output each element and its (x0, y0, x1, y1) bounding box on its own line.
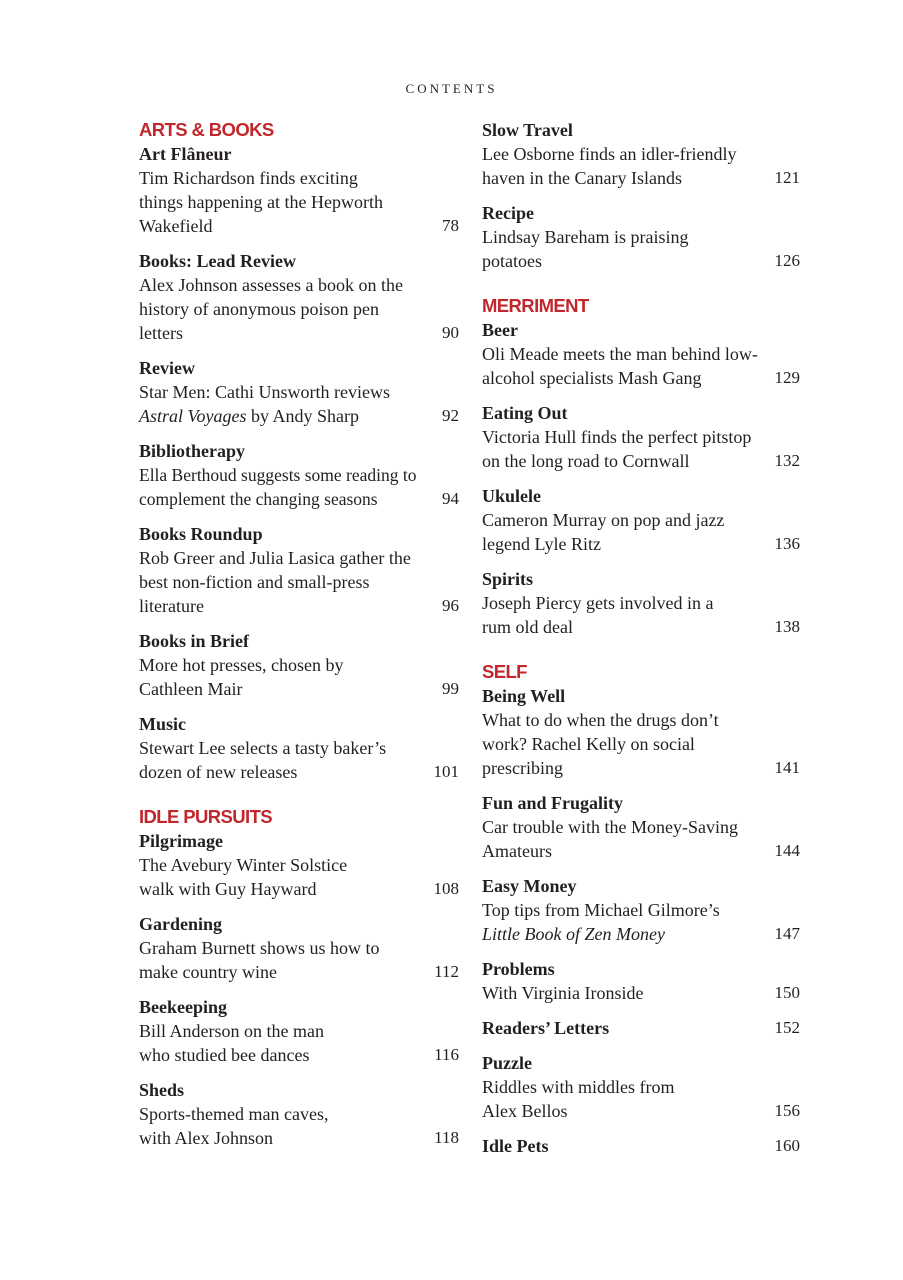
toc-entry[interactable] (139, 712, 459, 784)
entry-title: Spirits (482, 569, 534, 589)
entry-description: Rob Greer and Julia Lasica gather the best non-fiction and small-press literature (139, 548, 411, 616)
page-number: 101 (433, 762, 459, 781)
entry-description: Lindsay Bareham is praising potatoes (482, 227, 689, 271)
entry-title: Pilgrimage (139, 831, 223, 851)
entry-title: Art Flâneur (139, 144, 232, 164)
toc-entry[interactable] (482, 401, 800, 473)
book-title: Little Book of Zen Money (482, 924, 665, 944)
page-number: 132 (774, 451, 800, 470)
entry-description: Riddles with middles from Alex Bellos (482, 1077, 675, 1121)
entry-title: Sheds (139, 1080, 185, 1100)
toc-entry[interactable] (482, 791, 800, 863)
toc-entry[interactable] (139, 142, 459, 238)
entry-title: Beer (482, 320, 518, 340)
entry-description: Ella Berthoud suggests some reading to complement the changing seasons (139, 465, 417, 509)
page-number: 116 (434, 1045, 459, 1064)
toc-entry[interactable] (139, 356, 459, 428)
contents-right-column (482, 118, 800, 1169)
toc-entry[interactable] (482, 201, 800, 273)
entry-title: Eating Out (482, 403, 568, 423)
section-heading-idle-pursuits: IDLE PURSUITS (139, 806, 273, 827)
toc-entry[interactable] (482, 118, 800, 190)
page-number: 108 (433, 879, 459, 898)
entry-description: More hot presses, chosen by Cathleen Mair (139, 655, 344, 699)
entry-title: Recipe (482, 203, 534, 223)
page-number: 129 (774, 368, 800, 387)
page-number: 118 (434, 1128, 459, 1147)
page-number: 78 (442, 216, 459, 235)
entry-description: Victoria Hull finds the perfect pitstop on the long road to Cornwall (482, 427, 752, 471)
book-title: Astral Voyages (139, 406, 247, 426)
entry-title: Slow Travel (482, 120, 573, 140)
page-number: 90 (442, 323, 459, 342)
entry-description: Joseph Piercy gets involved in a rum old deal (482, 593, 714, 637)
entry-description: What to do when the drugs don’t work? Rachel Kelly on social prescribing (482, 710, 719, 778)
toc-entry[interactable] (139, 439, 459, 511)
section-heading-arts-books: ARTS & BOOKS (139, 119, 274, 140)
toc-entry[interactable] (482, 1051, 800, 1123)
entry-title: Being Well (482, 686, 566, 706)
entry-description: Star Men: Cathi Unsworth reviews Astral Voyages by Andy Sharp (139, 382, 390, 426)
toc-entry[interactable] (139, 1078, 459, 1150)
entry-title: Books Roundup (139, 524, 263, 544)
toc-entry[interactable] (482, 484, 800, 556)
toc-entry[interactable] (482, 1134, 800, 1158)
entry-description: Alex Johnson assesses a book on the history of anonymous poison pen letters (139, 275, 403, 343)
page-number: 99 (442, 679, 459, 698)
toc-entry[interactable] (482, 957, 800, 1005)
page-number: 160 (774, 1136, 800, 1155)
page-number: 147 (774, 924, 800, 943)
entry-title: Fun and Frugality (482, 793, 624, 813)
page-number: 112 (434, 962, 459, 981)
page-number: 141 (774, 758, 800, 777)
page-number: 144 (774, 841, 800, 860)
page-number: 152 (774, 1018, 800, 1037)
toc-entry[interactable] (139, 912, 459, 984)
entry-description: Tim Richardson finds exciting things happening at the Hepworth Wakefield (139, 168, 383, 236)
contents-left-column (139, 118, 459, 1161)
section-heading-merriment: MERRIMENT (482, 295, 589, 316)
entry-description: Top tips from Michael Gilmore’s Little Book of Zen Money (482, 900, 720, 944)
toc-entry[interactable] (482, 567, 800, 639)
entry-title: Beekeeping (139, 997, 227, 1017)
entry-description: Stewart Lee selects a tasty baker’s dozen of new releases (139, 738, 387, 782)
entry-title: Problems (482, 959, 555, 979)
page-number: 92 (442, 406, 459, 425)
entry-title: Bibliotherapy (139, 441, 246, 461)
entry-title: Ukulele (482, 486, 542, 506)
toc-entry[interactable] (482, 874, 800, 946)
toc-entry[interactable] (482, 684, 800, 780)
entry-title: Readers’ Letters (482, 1018, 610, 1038)
entry-title: Music (139, 714, 186, 734)
entry-description: Lee Osborne finds an idler-friendly haven in the Canary Islands (482, 144, 737, 188)
entry-title: Review (139, 358, 195, 378)
section-heading-self: SELF (482, 661, 527, 682)
toc-entry[interactable] (139, 522, 459, 618)
page-number: 136 (774, 534, 800, 553)
entry-title: Books: Lead Review (139, 251, 296, 271)
page-number: 150 (774, 983, 800, 1002)
page-number: 156 (774, 1101, 800, 1120)
toc-entry[interactable] (139, 629, 459, 701)
entry-description: The Avebury Winter Solstice walk with Guy Hayward (139, 855, 348, 899)
entry-description: Sports-themed man caves, with Alex Johnson (139, 1104, 329, 1148)
toc-entry[interactable] (139, 829, 459, 901)
toc-entry[interactable] (482, 1016, 800, 1040)
page-number: 96 (442, 596, 459, 615)
page-number: 94 (442, 489, 459, 508)
page-number: 121 (774, 168, 800, 187)
toc-entry[interactable] (482, 318, 800, 390)
entry-description: With Virginia Ironside (482, 983, 644, 1003)
entry-description: Oli Meade meets the man behind low-alcohol specialists Mash Gang (482, 344, 758, 388)
entry-description: Bill Anderson on the man who studied bee dances (139, 1021, 324, 1065)
page-number: 126 (774, 251, 800, 270)
entry-title: Gardening (139, 914, 223, 934)
page-title: CONTENTS (405, 81, 498, 96)
toc-entry[interactable] (139, 249, 459, 345)
entry-description: Car trouble with the Money-Saving Amateurs (482, 817, 738, 861)
entry-title: Idle Pets (482, 1136, 549, 1156)
page-number: 138 (774, 617, 800, 636)
entry-title: Puzzle (482, 1053, 532, 1073)
entry-description: Cameron Murray on pop and jazz legend Lyle Ritz (482, 510, 725, 554)
entry-description: Graham Burnett shows us how to make country wine (139, 938, 380, 982)
toc-entry[interactable] (139, 995, 459, 1067)
entry-title: Books in Brief (139, 631, 250, 651)
entry-title: Easy Money (482, 876, 577, 896)
